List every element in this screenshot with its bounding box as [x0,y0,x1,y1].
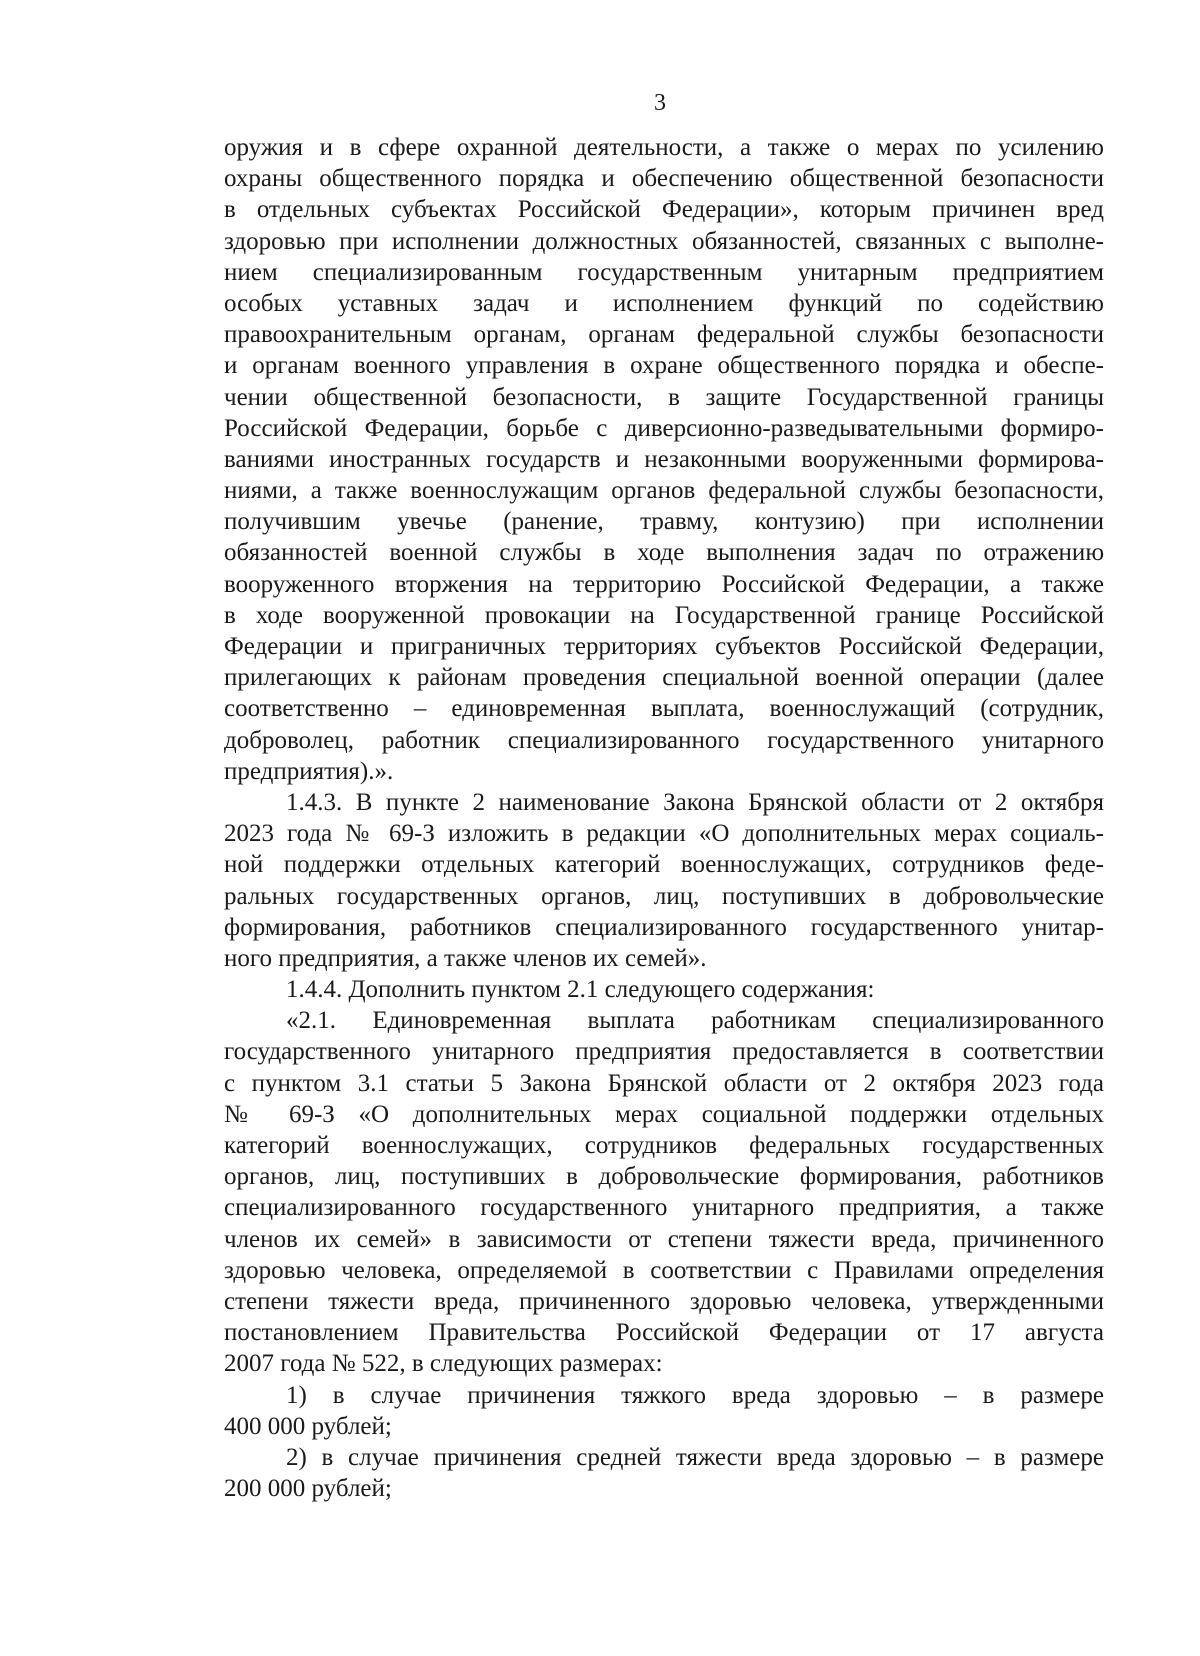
text-line: здоровью человека, определяемой в соответствии с Правилами определения [224,1256,1104,1284]
text-line: степени тяжести вреда, причиненного здоровью человека, утвержденными [224,1287,1104,1315]
text-line: 400 000 рублей; [224,1412,392,1440]
text-line: «2.1. Единовременная выплата работникам специализированного [286,1007,1104,1035]
text-line: охраны общественного порядка и обеспечению общественной безопасности [224,165,1104,193]
text-line: с пунктом 3.1 статьи 5 Закона Брянской области от 2 октября 2023 года [224,1069,1104,1097]
text-line: № 69-З «О дополнительных мерах социальной поддержки отдельных [224,1100,1104,1128]
text-line: специализированного государственного унитарного предприятия, а также [224,1194,1104,1222]
text-line: 2) в случае причинения средней тяжести вреда здоровью – в размере [286,1443,1104,1471]
text-line: доброволец, работник специализированного государственного унитарного [224,726,1104,754]
text-line: ваниями иностранных государств и незаконными вооруженными формирова- [224,445,1104,473]
text-line: членов их семей» в зависимости от степени тяжести вреда, причиненного [224,1225,1104,1253]
text-line: предприятия).». [224,757,394,785]
text-line: органов, лиц, поступивших в добровольческие формирования, работников [224,1163,1104,1191]
text-line: правоохранительным органам, органам федеральной службы безопасности [224,321,1104,349]
text-line: ного предприятия, а также членов их семей». [224,944,707,972]
text-line: в отдельных субъектах Российской Федерации», которым причинен вред [224,196,1104,224]
text-line: и органам военного управления в охране общественного порядка и обеспе- [224,352,1104,380]
text-line: ральных государственных органов, лиц, поступивших в добровольческие [224,882,1104,910]
text-line: 1.4.4. Дополнить пунктом 2.1 следующего содержания: [286,976,875,1004]
text-line: 1) в случае причинения тяжкого вреда здоровью – в размере [286,1381,1104,1409]
text-line: формирования, работников специализированного государственного унитар- [224,913,1104,941]
text-line: категорий военнослужащих, сотрудников федеральных государственных [224,1132,1104,1159]
text-line: здоровью при исполнении должностных обязанностей, связанных с выполне- [224,227,1104,255]
document-body [224,132,1104,1504]
text-line: нием специализированным государственным унитарным предприятием [224,258,1104,286]
text-line: в ходе вооруженной провокации на Государственной границе Российской [224,601,1104,629]
text-line: 1.4.3. В пункте 2 наименование Закона Брянской области от 2 октября [286,788,1104,816]
text-line: оружия и в сфере охранной деятельности, а также о мерах по усилению [224,134,1104,161]
text-line: чении общественной безопасности, в защите Государственной границы [224,383,1104,411]
text-line: государственного унитарного предприятия предоставляется в соответствии [224,1038,1104,1066]
text-line: Российской Федерации, борьбе с диверсионно-разведывательными формиро- [224,414,1104,442]
text-line: получившим увечье (ранение, травму, контузию) при исполнении [224,508,1104,536]
text-line: 2007 года № 522, в следующих размерах: [224,1350,663,1378]
text-line: вооруженного вторжения на территорию Российской Федерации, а также [224,570,1104,598]
text-line: ниями, а также военнослужащим органов федеральной службы безопасности, [224,477,1104,505]
text-line: постановлением Правительства Российской Федерации от 17 августа [224,1319,1104,1347]
text-line: прилегающих к районам проведения специальной военной операции (далее [224,664,1104,692]
page-number: 3 [654,90,666,116]
text-line: особых уставных задач и исполнением функций по содействию [224,289,1104,317]
text-line: обязанностей военной службы в ходе выполнения задач по отражению [224,539,1104,567]
text-line: 2023 года № 69-З изложить в редакции «О дополнительных мерах социаль- [224,820,1104,848]
text-line: Федерации и приграничных территориях субъектов Российской Федерации, [224,633,1104,660]
text-line: 200 000 рублей; [224,1475,392,1503]
text-line: соответственно – единовременная выплата, военнослужащий (сотрудник, [224,695,1104,723]
text-line: ной поддержки отдельных категорий военнослужащих, сотрудников феде- [224,851,1104,879]
